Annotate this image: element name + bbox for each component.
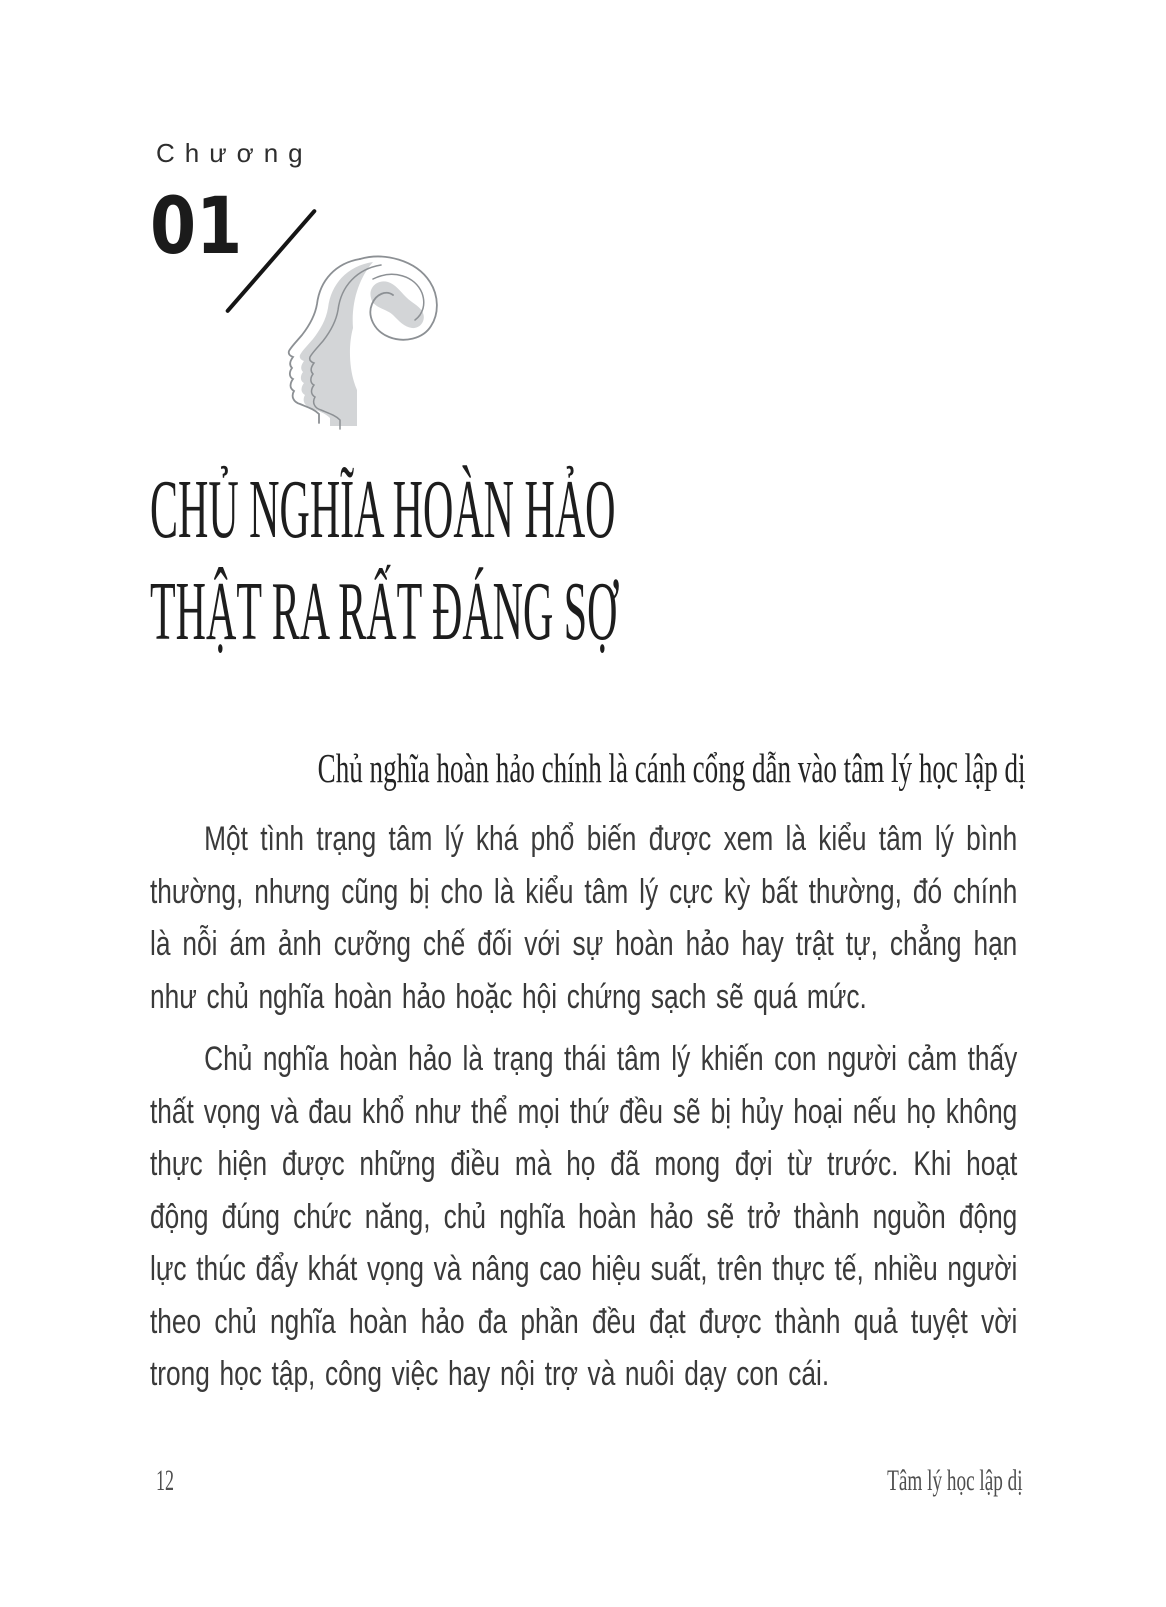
chapter-title-line-1: CHỦ NGHĨA HOÀN HẢO <box>150 463 616 556</box>
chapter-subtitle: Chủ nghĩa hoàn hảo chính là cánh cổng dẫn vào tâm lý học lập dị <box>318 745 1026 791</box>
chapter-title <box>150 459 618 663</box>
chapter-number: 01 <box>150 182 243 272</box>
body-text <box>150 813 1017 1411</box>
head-shadow-shape <box>300 262 373 426</box>
running-title: Tâm lý học lập dị <box>887 1464 1023 1497</box>
chapter-label: Chương <box>156 138 313 168</box>
paragraph: Chủ nghĩa hoàn hảo là trạng thái tâm lý khiến con người cảm thấy thất vọng và đau khổ như thể mọi thứ đều sẽ bị hủy hoại nếu họ không thực hiện được những điều mà họ đã mong đợi từ trước. Khi hoạt động đúng chức năng, chủ nghĩa hoàn hảo sẽ trở thành nguồn động lực thúc đẩy khát vọng và nâng cao hiệu suất, trên thực tế, nhiều người theo chủ nghĩa hoàn hảo đa phần đều đạt được thành quả tuyệt vời trong học tập, công việc hay nội trợ và nuôi dạy con cái. <box>150 1040 1018 1393</box>
head-profile-icon <box>276 246 451 436</box>
page-number: 12 <box>156 1464 174 1497</box>
paragraph: Một tình trạng tâm lý khá phổ biến được xem là kiểu tâm lý bình thường, nhưng cũng bị cho là kiểu tâm lý cực kỳ bất thường, đó chính là nỗi ám ảnh cưỡng chế đối với sự hoàn hảo hay trật tự, chẳng hạn như chủ nghĩa hoàn hảo hoặc hội chứng sạch sẽ quá mức. <box>150 820 1018 1016</box>
chapter-title-line-2: THẬT RA RẤT ĐÁNG SỢ <box>150 565 618 658</box>
brain-blob-shape <box>370 281 423 328</box>
